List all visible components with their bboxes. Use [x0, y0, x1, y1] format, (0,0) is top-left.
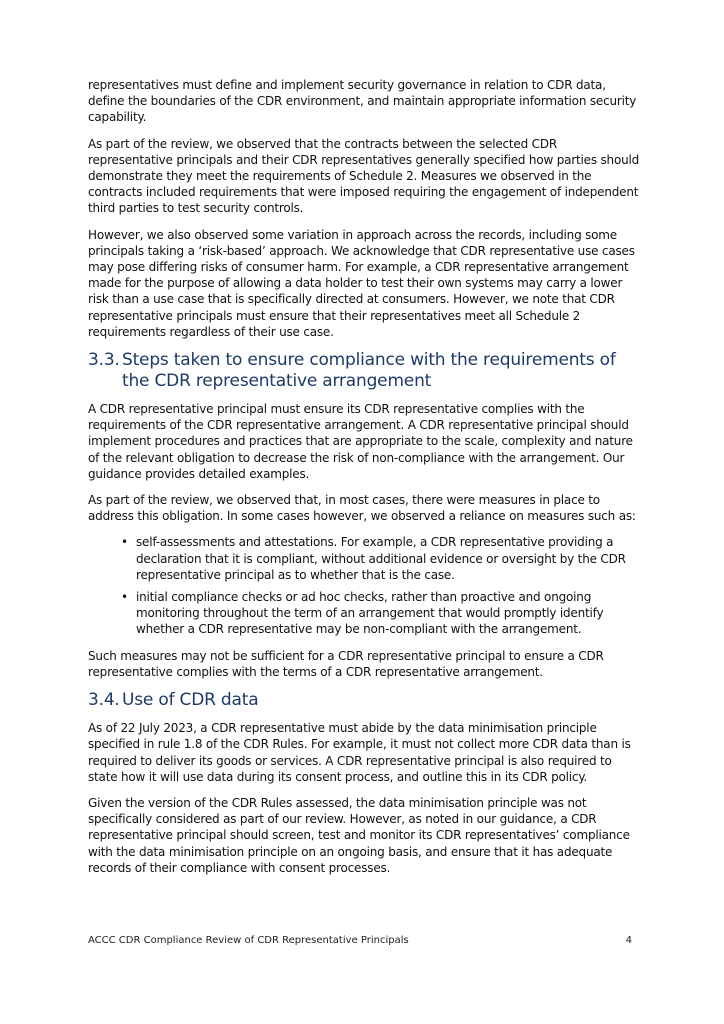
paragraph: Such measures may not be sufficient for a CDR representative principal to ensure a CDR representative complies with the terms of a CDR representative arrangement.: [88, 648, 604, 679]
list-item: [121, 534, 640, 583]
list-item-text: self-assessments and attestations. For example, a CDR representative providing a declaration that it is compliant, without additional evidence or oversight by the CDR representative principal as to whether that is the case.: [136, 535, 626, 582]
paragraph: As of 22 July 2023, a CDR representative must abide by the data minimisation principle specified in rule 1.8 of the CDR Rules. For example, it must not collect more CDR data than is required to deliver its goods or services. A CDR representative principal is also required to state how it will use data during its consent process, and outline this in its CDR policy.: [88, 721, 631, 784]
paragraph: However, we also observed some variation in approach across the records, including some principals taking a ‘risk-based’ approach. We acknowledge that CDR representative use cases may pose differing risks of consumer harm. For example, a CDR representative arrangement made for the purpose of allowing a data holder to test their own systems may carry a lower risk than a use case that is specifically directed at consumers. However, we note that CDR representative principals must ensure that their representatives meet all Schedule 2 requirements regardless of their use case.: [88, 227, 635, 339]
paragraph: representatives must define and implement security governance in relation to CDR data, define the boundaries of the CDR environment, and maintain appropriate information security capability.: [88, 78, 637, 125]
page-number: 4: [625, 935, 632, 946]
paragraph: Given the version of the CDR Rules assessed, the data minimisation principle was not specifically considered as part of our review. However, as noted in our guidance, a CDR representative principal should screen, test and monitor its CDR representatives’ compliance with the data minimisation principle on an ongoing basis, and ensure that it has adequate records of their compliance with consent processes.: [88, 795, 630, 875]
document-body: [88, 77, 640, 886]
section-heading-3-3: [88, 350, 640, 392]
bullet-icon: •: [121, 535, 128, 550]
bullet-list: [88, 534, 640, 637]
section-title: Use of CDR data: [122, 690, 259, 711]
paragraph: As part of the review, we observed that, in most cases, there were measures in place to address this obligation. In some cases however, we observed a reliance on measures such as:: [88, 493, 636, 524]
paragraph: A CDR representative principal must ensure its CDR representative complies with the requirements of the CDR representative arrangement. A CDR representative principal should implement procedures and practices that are appropriate to the scale, complexity and nature of the relevant obligation to decrease the risk of non-compliance with the arrangement. Our guidance provides detailed examples.: [88, 402, 633, 481]
list-item: [121, 589, 640, 638]
paragraph: As part of the review, we observed that the contracts between the selected CDR representative principals and their CDR representatives generally specified how parties should demonstrate they meet the requirements of Schedule 2. Measures we observed in the contracts included requirements that were imposed requiring the engagement of independent third parties to test security controls.: [88, 136, 640, 216]
section-heading-3-4: [88, 690, 640, 711]
section-number: 3.3.: [88, 350, 120, 371]
footer-title: ACCC CDR Compliance Review of CDR Representative Principals: [88, 935, 409, 946]
list-item-text: initial compliance checks or ad hoc checks, rather than proactive and ongoing monitoring throughout the term of an arrangement that would promptly identify whether a CDR representative may be non-compliant with the arrangement.: [136, 590, 604, 637]
section-title: Steps taken to ensure compliance with the requirements of the CDR representative arrangement: [122, 350, 616, 392]
section-number: 3.4.: [88, 690, 120, 711]
page-footer: [88, 934, 632, 948]
bullet-icon: •: [121, 590, 128, 605]
